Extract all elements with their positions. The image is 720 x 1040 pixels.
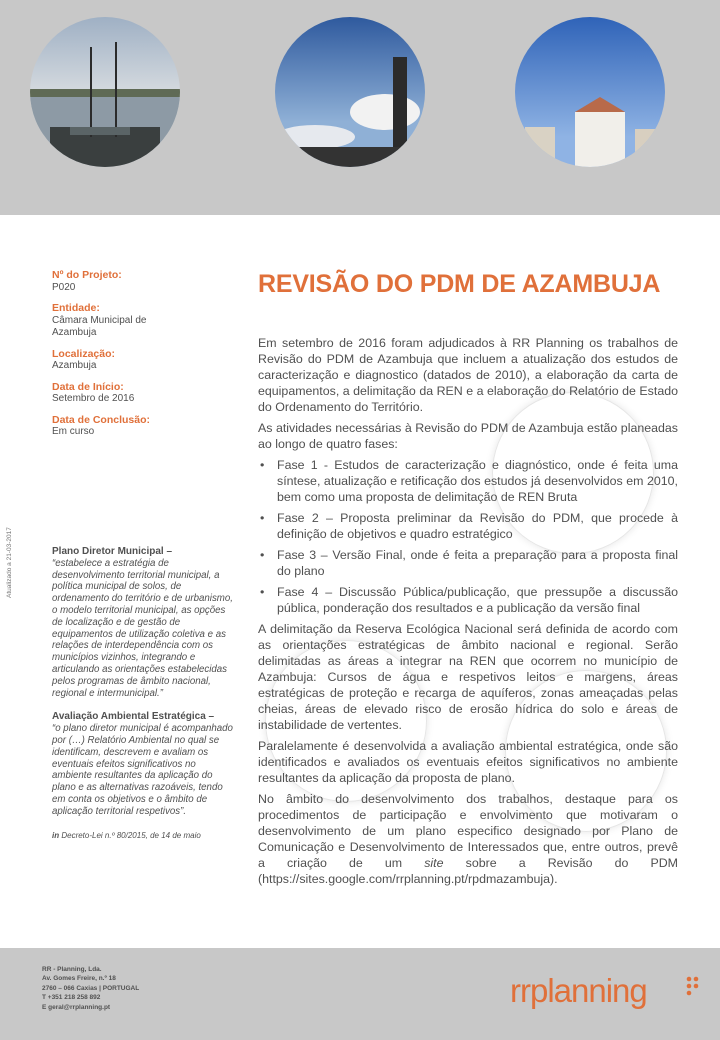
project-number-value: P020 <box>52 281 76 293</box>
logo-dots-icon <box>686 976 700 996</box>
company-logo <box>510 972 647 1010</box>
start-date-value: Setembro de 2016 <box>52 393 135 404</box>
address-line: RR - Planning, Lda. <box>42 966 102 973</box>
body-paragraph: Paralelamente é desenvolvida a avaliação ambiental estratégica, onde são identificados e avaliados os eventuais efeitos significativos no ambiente resultantes da aplicação da proposta de plano. <box>258 739 678 785</box>
list-item: • Fase 2 – Proposta preliminar da Revisão do PDM, que procede à definição de objetivos e quadro estratégico <box>258 510 678 542</box>
list-item: • Fase 3 – Versão Final, onde é feita a preparação para a proposta final do plano <box>258 547 678 579</box>
address-line: 2760 – 066 Caxias | PORTUGAL <box>42 984 140 992</box>
address-line: Av. Gomes Freire, n.º 18 <box>42 975 116 983</box>
source-text: Decreto-Lei n.º 80/2015, de 14 de maio <box>61 830 201 840</box>
address-line: E geral@rrplanning.pt <box>42 1003 111 1011</box>
entity-label: Entidade: <box>52 302 100 314</box>
source-prefix: in <box>52 830 60 840</box>
body-paragraph: As atividades necessárias à Revisão do PDM de Azambuja estão planeadas ao longo de quatro fases: <box>258 421 678 451</box>
location-label: Localização: <box>52 347 116 360</box>
definitions-panel <box>52 546 238 841</box>
end-date-value: Em curso <box>52 426 95 437</box>
list-item: • Fase 4 – Discussão Pública/publicação, que pressupõe a discussão pública, ponderação dos resultados e a publicação da versão final <box>258 584 678 616</box>
updated-date: Atualizado a 21-03-2017 <box>6 527 13 598</box>
body-paragraph: A delimitação da Reserva Ecológica Nacional será definida de acordo com as orientações estratégicas de âmbito nacional e regional. Serão delimitadas as áreas a integrar na REN que ocorrem no município de Azambuja: Cursos de água e respetivos leitos e margens, áreas estratégicas de proteção e recarga de aquíferos, zonas ameaçadas pelas cheias, áreas de elevado risco de erosão hídrica do solo e áreas de instabilidade de vertentes. <box>258 622 678 732</box>
end-date-label: Data de Conclusão: <box>52 413 151 426</box>
definition-text: “estabelece a estratégia de desenvolvimento territorial municipal, a política municipal de solos, de ordenamento do território e de urbanismo, o modelo territorial municipal, as opções de localização e de gestão de equipamentos de utilização coletiva e as relações de interdependência com os municípios vizinhos, integrando e articulando as orientações estabelecidas pelos programas de âmbito nacional, regional e intermunicipal.” <box>52 557 233 699</box>
logo-text: rrplanning <box>510 972 647 1009</box>
location-value: Azambuja <box>52 360 97 371</box>
header-band <box>0 0 720 215</box>
definition-term: Avaliação Ambiental Estratégica – <box>52 711 215 723</box>
phases-list <box>258 457 678 616</box>
entity-value: Câmara Municipal de Azambuja <box>52 314 147 338</box>
project-number-label: Nº do Projeto: <box>52 269 122 281</box>
list-item: • Fase 1 - Estudos de caracterização e diagnóstico, onde é feita uma síntese, atualização e retificação dos estudos já desenvolvidos em 2010, bem como uma proposta de delimitação de REN Bruta <box>258 457 678 505</box>
paragraph-text: No âmbito do desenvolvimento dos trabalhos, destaque para os procedimentos de participação e envolvimento que motivaram o desenvolvimento de um plano especifico designado por Plano de Comunicação e Desenvolvimento de Interessados que, entre outros, prevê a criação de um <box>258 792 678 870</box>
body-paragraph <box>258 791 678 887</box>
company-address <box>42 965 139 1012</box>
legal-source <box>52 830 238 842</box>
body-paragraph: Em setembro de 2016 foram adjudicados à RR Planning os trabalhos de Revisão do PDM de Azambuja que incluem a atualização dos estudos de caracterização e diagnostico (datados de 2010), a elaboração da carta de equipamentos, a delimitação da REN e a elaboração do Relatório de Estado do Ordenamento do Território. <box>258 336 678 414</box>
main-body <box>258 335 678 892</box>
address-line: T +351 218 258 892 <box>42 994 101 1002</box>
footer-band <box>0 948 720 1040</box>
photo-industrial-tower <box>275 17 425 167</box>
page-title: REVISÃO DO PDM DE AZAMBUJA <box>258 270 661 298</box>
definition-text: “o plano diretor municipal é acompanhado por (…) Relatório Ambiental no qual se identificam, descrevem e avaliam os eventuais efeitos significativos no ambiente resultantes da aplicação do plano e as alternativas razoáveis, tendo em conta os objetivos e o âmbito de aplicação territorial respetivos”. <box>52 723 233 817</box>
paragraph-italic: site <box>424 856 444 870</box>
photo-town-buildings <box>515 17 665 167</box>
definition-term: Plano Diretor Municipal – <box>52 546 173 557</box>
start-date-label: Data de Início: <box>52 380 124 393</box>
project-info-sidebar <box>52 269 242 447</box>
photo-river-boats <box>30 17 180 167</box>
paragraph-text: sobre a Revisão do PDM (https://sites.google.com/rrplanning.pt/rpdmazambuja). <box>258 856 678 886</box>
